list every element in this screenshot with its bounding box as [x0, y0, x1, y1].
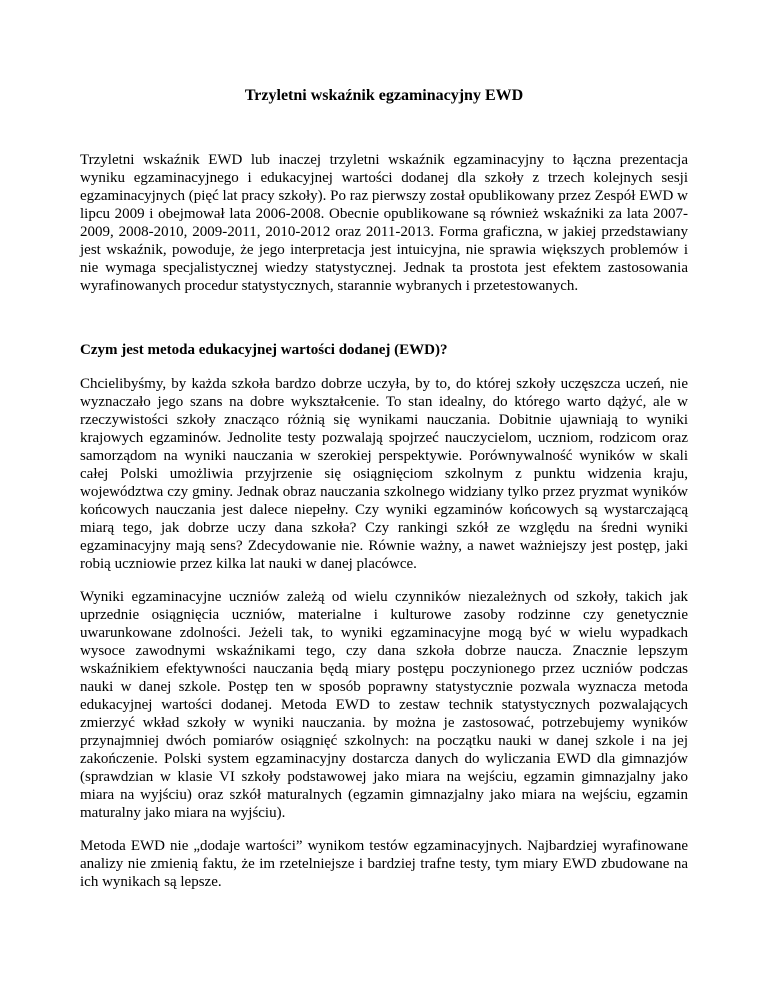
section-heading: Czym jest metoda edukacyjnej wartości dodanej (EWD)? [80, 342, 448, 358]
document-title: Trzyletni wskaźnik egzaminacyjny EWD [244, 87, 524, 104]
intro-paragraph: Trzyletni wskaźnik EWD lub inaczej trzyletni wskaźnik egzaminacyjny to łączna prezentacja wyniku egzaminacyjnego i edukacyjnej wartości dodanej dla szkoły z trzech kolejnych sesji egzaminacyjnych (pięć lat pracy szkoły). Po raz pierwszy został opublikowany przez Zespół EWD w lipcu 2009 i obejmował lata 2006-2008. Obecnie opublikowane są również wskaźniki za lata 2007-2009, 2008-2010, 2009-2011, 2010-2012 oraz 2011-2013. Forma graficzna, w jakiej przedstawiany jest wskaźnik, powoduje, że jego interpretacja jest intuicyjna, nie sprawia większych problemów i nie wymaga specjalistycznej wiedzy statystycznej. Jednak ta prostota jest efektem zastosowania wyrafinowanych procedur statystycznych, starannie wybranych i przetestowanych. [80, 152, 688, 294]
body-paragraph-3: Metoda EWD nie „dodaje wartości” wynikom testów egzaminacyjnych. Najbardziej wyrafinowane analizy nie zmienią faktu, że im rzetelniejsze i bardziej trafne testy, tym miary EWD zbudowane na ich wynikach są lepsze. [80, 838, 688, 890]
document-page [80, 86, 688, 906]
body-paragraph-2: Wyniki egzaminacyjne uczniów zależą od wielu czynników niezależnych od szkoły, takich jak uprzednie osiągnięcia uczniów, materialne i kulturowe zasoby rodzinne czy genetycznie uwarunkowane zdolności. Jeżeli tak, to wyniki egzaminacyjne mogą być w wielu wypadkach wysoce zawodnymi wskaźnikami tego, czy dana szkoła dobrze naucza. Znacznie lepszym wskaźnikiem efektywności nauczania będą miary postępu poczynionego przez uczniów podczas nauki w danej szkole. Postęp ten w sposób poprawny statystycznie pozwala wyznacza metoda edukacyjnej wartości dodanej. Metoda EWD to zestaw technik statystycznych pozwalających zmierzyć wkład szkoły w wyniki nauczania. by można je zastosować, potrzebujemy wyników przynajmniej dwóch pomiarów osiągnięć szkolnych: na początku nauki w danej szkole i na jej zakończenie. Polski system egzaminacyjny dostarcza danych do wyliczania EWD dla gimnazjów (sprawdzian w klasie VI szkoły podstawowej jako miara na wejściu, egzamin gimnazjalny jako miara na wyjściu) oraz szkół maturalnych (egzamin gimnazjalny jako miara na wejściu, egzamin maturalny jako miara na wyjściu). [80, 589, 688, 821]
body-paragraph-1: Chcielibyśmy, by każda szkoła bardzo dobrze uczyła, by to, do której szkoły uczęszcza uczeń, nie wyznaczało jego szans na dobre wykształcenie. To stan idealny, do którego warto dążyć, ale w rzeczywistości szkoły znacząco różnią się wynikami nauczania. Dobitnie ujawniają to wyniki krajowych egzaminów. Jednolite testy pozwalają spojrzeć nauczycielom, uczniom, rodzicom oraz samorządom na wyniki nauczania w szerokiej perspektywie. Porównywalność wyników w skali całej Polski umożliwia przyjrzenie się osiągnięciom szkolnym z punktu widzenia kraju, województwa czy gminy. Jednak obraz nauczania szkolnego widziany tylko przez pryzmat wyników końcowych nauczania jest dalece niepełny. Czy wyniki egzaminów końcowych są wystarczającą miarą tego, jak dobrze uczy dana szkoła? Czy rankingi szkół ze względu na średni wyniki egzaminacyjny mają sens? Zdecydowanie nie. Równie ważny, a nawet ważniejszy jest postęp, jaki robią uczniowie przez kilka lat nauki w danej placówce. [80, 376, 688, 572]
